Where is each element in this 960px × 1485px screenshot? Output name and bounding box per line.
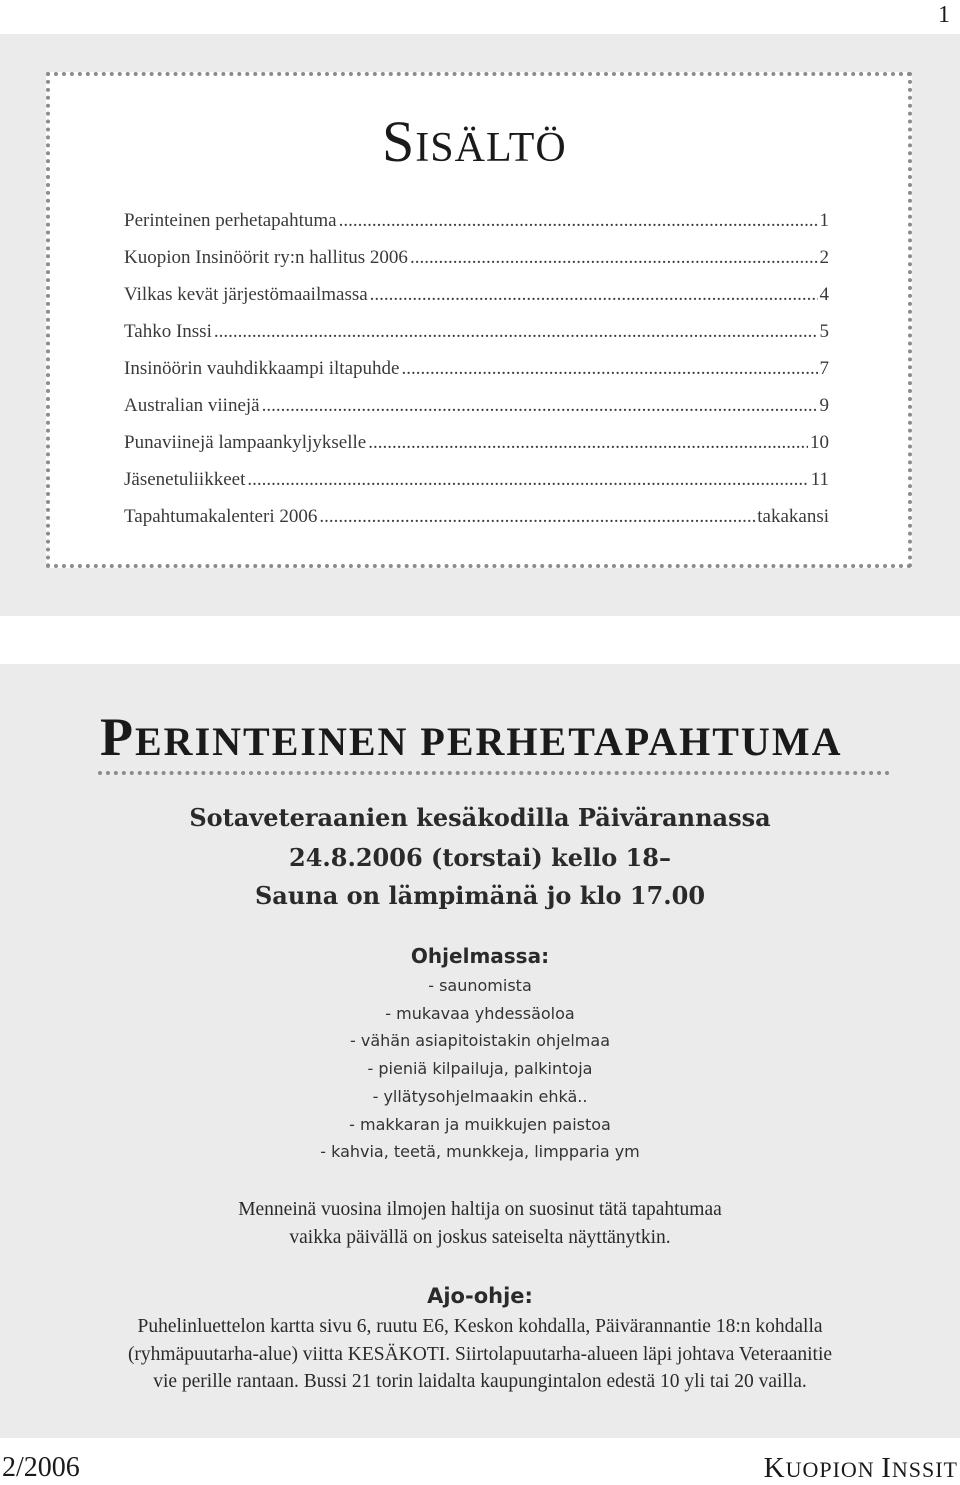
program-heading: Ohjelmassa: [410, 944, 550, 968]
toc-item[interactable] [124, 202, 829, 239]
toc-item-page: 7 [819, 358, 829, 379]
toc-leader [214, 313, 818, 350]
toc-item-label: Tapahtumakalenteri 2006 [124, 506, 318, 527]
toc-leader [319, 498, 755, 535]
directions-heading: Ajo-ohje: [427, 1284, 533, 1308]
publication-rest: NSSIT [891, 1457, 958, 1482]
paragraph-line: vaikka päivällä on joskus sateiselta näyttänytkin. [289, 1226, 671, 1248]
program-item: - pieniä kilpailuja, palkintoja [367, 1059, 593, 1079]
toc-leader [339, 202, 818, 239]
directions-line: (ryhmäpuutarha-alue) viitta KESÄKOTI. Siirtolapuutarha-alueen läpi johtava Veteraanitie [127, 1343, 833, 1365]
toc-item[interactable] [124, 424, 829, 461]
program-item: - saunomista [428, 976, 532, 995]
directions-line: Puhelinluettelon kartta sivu 6, ruutu E6, Keskon kohdalla, Päivärannantie 18:n kohdalla [137, 1316, 823, 1337]
lead-line: Sotaveteraanien kesäkodilla Päivärannassa [189, 803, 771, 832]
toc-item[interactable] [124, 461, 829, 498]
toc-item-label: Perinteinen perhetapahtuma [124, 210, 337, 231]
program-item: - yllätysohjelmaakin ehkä.. [372, 1086, 588, 1106]
toc-item-label: Australian viinejä [124, 395, 260, 416]
toc-leader [247, 461, 808, 498]
program-item: - mukavaa yhdessäoloa [385, 1003, 575, 1023]
toc-item[interactable] [124, 350, 829, 387]
publication-initial: K [763, 1452, 786, 1484]
article-title-rest: ERINTEINEN PERHETAPAHTUMA [135, 719, 843, 764]
dotted-divider [98, 771, 890, 775]
toc-item-page: 9 [819, 395, 829, 416]
toc-item-page: 4 [819, 284, 829, 305]
toc-list [124, 202, 829, 535]
toc-item-label: Punaviinejä lampaankyljykselle [124, 432, 367, 453]
toc-item[interactable] [124, 498, 829, 535]
directions-line: vie perille rantaan. Bussi 21 torin laidalta kaupungintalon edestä 10 yli tai 20 vailla. [153, 1371, 807, 1392]
toc-item[interactable] [124, 239, 829, 276]
toc-item[interactable] [124, 276, 829, 313]
toc-item-page: 1 [819, 210, 829, 231]
directions-text [0, 1313, 960, 1396]
toc-item-page: 2 [819, 247, 829, 268]
toc-leader [262, 387, 818, 424]
toc-item[interactable] [124, 313, 829, 350]
toc-leader [401, 350, 817, 387]
paragraph [0, 1196, 960, 1251]
paragraph-line: Menneinä vuosina ilmojen haltija on suosinut tätä tapahtumaa [238, 1199, 722, 1220]
publication-initial: I [881, 1452, 892, 1484]
article-title [100, 706, 842, 768]
toc-title [382, 108, 567, 175]
toc-title-initial: S [382, 109, 416, 174]
publication-rest: UOPION [785, 1457, 875, 1482]
issue-number: 2/2006 [2, 1452, 80, 1483]
toc-item-label: Insinöörin vauhdikkaampi iltapuhde [124, 358, 400, 379]
toc-item-label: Kuopion Insinöörit ry:n hallitus 2006 [124, 247, 408, 268]
toc-leader [368, 424, 808, 461]
article-title-initial: P [100, 707, 135, 767]
toc-item[interactable] [124, 387, 829, 424]
publication-name [764, 1452, 958, 1485]
toc-item-page: 5 [819, 321, 829, 342]
toc-item-page: 11 [810, 469, 829, 490]
toc-item-page: 10 [810, 432, 829, 453]
program-list [0, 972, 960, 1166]
program-item: - vähän asiapitoistakin ohjelmaa [349, 1031, 610, 1051]
toc-item-label: Jäsenetuliikkeet [124, 469, 246, 490]
toc-item-label: Tahko Inssi [124, 321, 212, 342]
toc-leader [410, 239, 818, 276]
toc-leader [370, 276, 818, 313]
lead-line: 24.8.2006 (torstai) kello 18– [289, 843, 671, 872]
page-number: 1 [938, 2, 950, 28]
toc-item-page: takakansi [757, 506, 829, 527]
lead-line: Sauna on lämpimänä jo klo 17.00 [254, 881, 706, 910]
program-item: - makkaran ja muikkujen paistoa [349, 1114, 611, 1134]
toc-item-label: Vilkas kevät järjestömaailmassa [124, 284, 368, 305]
program-item: - kahvia, teetä, munkkeja, limpparia ym [320, 1142, 640, 1162]
toc-title-rest: ISÄLTÖ [415, 125, 567, 171]
